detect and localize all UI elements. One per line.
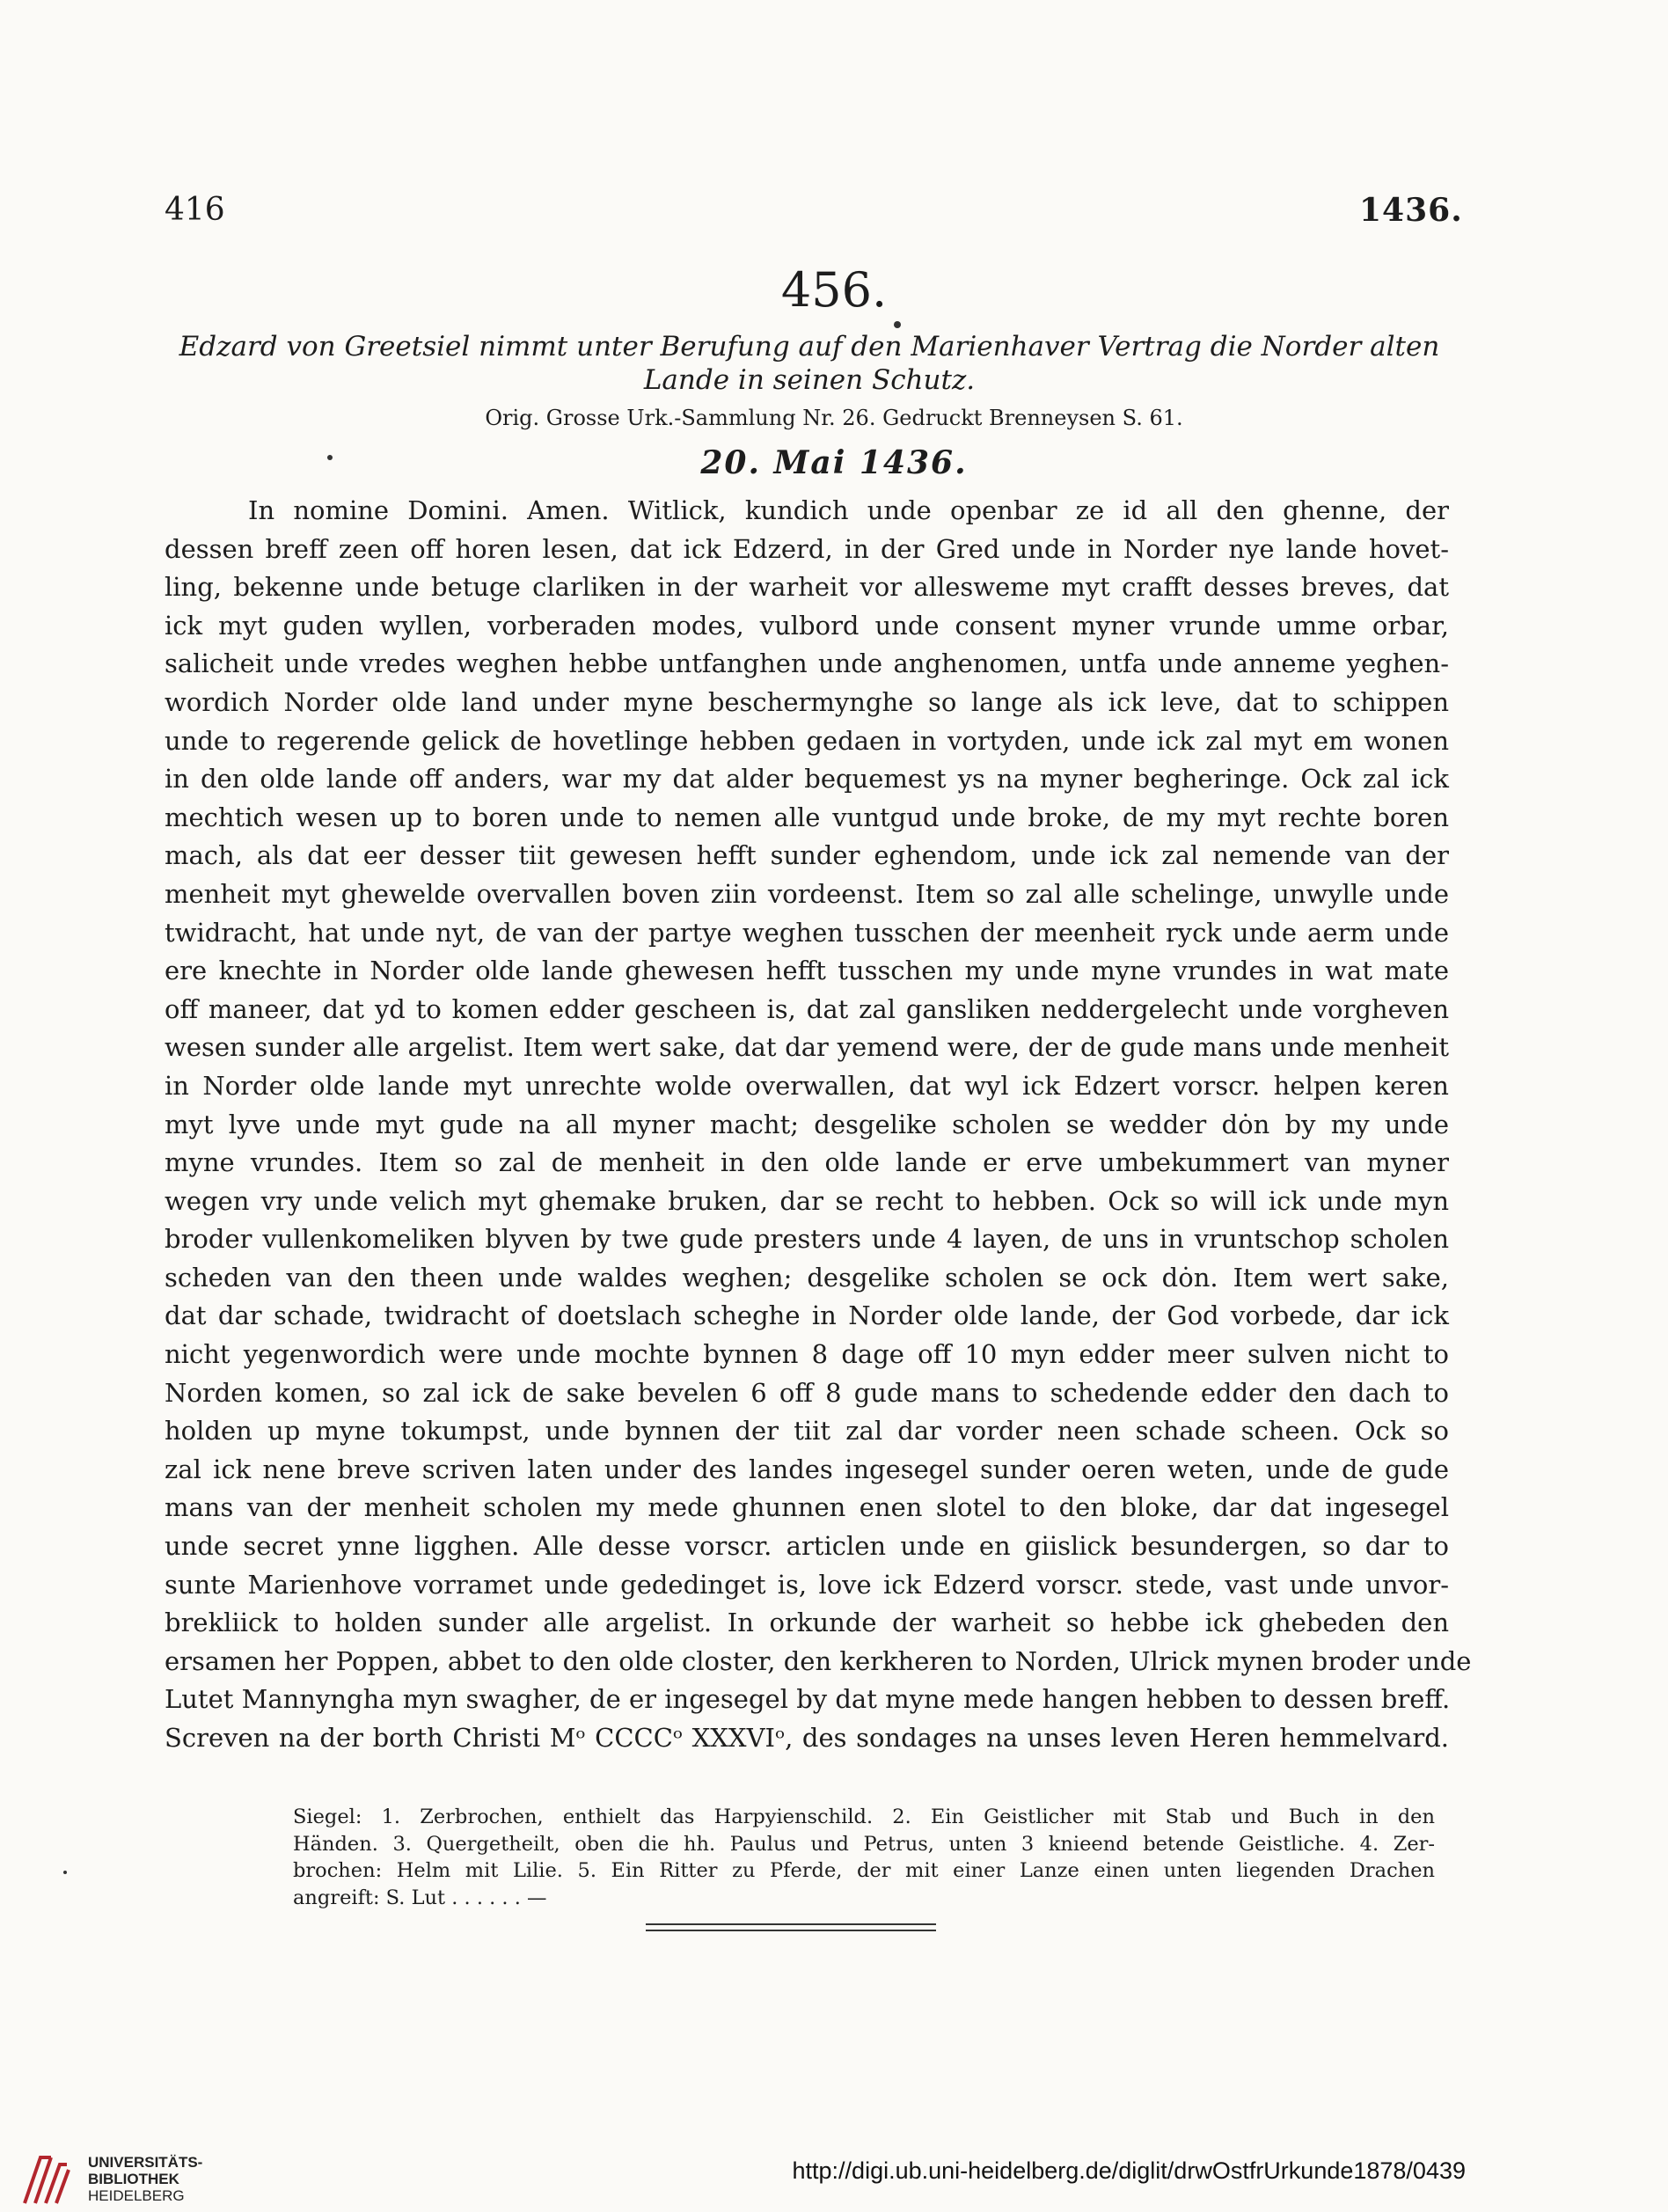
text-line: dessen breff zeen off horen lesen, dat ick Edzerd, in der Gred unde in Norder nye lande hovet- <box>165 533 1449 564</box>
text-line: wegen vry unde velich myt ghemake bruken, dar se recht to hebben. Ock so will ick unde myn <box>165 1185 1449 1216</box>
text-line: broder vullenkomeliken blyven by twe gude presters unde 4 layen, de uns in vruntschop scholen <box>165 1224 1449 1255</box>
library-logo-icon <box>16 2152 77 2205</box>
note-line: angreift: S. Lut . . . . . . — <box>293 1886 547 1909</box>
text-line: wordich Norder olde land under myne beschermynghe so lange als ick leve, dat to schippen <box>165 686 1449 717</box>
text-line: twidracht, hat unde nyt, de van der partye weghen tusschen der meenheit ryck unde aerm unde <box>165 917 1449 948</box>
note-line: Siegel: 1. Zerbrochen, enthielt das Harpyienschild. 2. Ein Geistlicher mit Stab und Buch in den <box>293 1805 1435 1828</box>
text-line: in den olde lande off anders, war my dat alder bequemest ys na myner begheringe. Ock zal ick <box>165 764 1449 795</box>
text-line: Screven na der borth Christi Mᵒ CCCCᵒ XXXVIᵒ, des sondages na unses leven Heren hemmelvard. <box>165 1723 1449 1753</box>
text-line: ere knechte in Norder olde lande ghewesen hefft tusschen my unde myne vrundes in wat mate <box>165 956 1449 986</box>
document-title: Edzard von Greetsiel nimmt unter Berufung auf den Marienhaver Vertrag die Norder alten Lande in seinen Schutz. <box>179 331 1440 396</box>
note-line: brochen: Helm mit Lilie. 5. Ein Ritter zu Pferde, der mit einer Lanze einen unten liegenden Drachen <box>293 1859 1435 1882</box>
text-line: sunte Marienhove vorramet unde gededinget is, love ick Edzerd vorscr. stede, vast unde unvor- <box>165 1569 1449 1600</box>
library-footer <box>0 2138 1668 2212</box>
source-url-link[interactable]: http://digi.ub.uni-heidelberg.de/diglit/drwOstfrUrkunde1878/0439 <box>792 2157 1466 2184</box>
ink-speck <box>63 1871 67 1874</box>
text-line: salicheit unde vredes weghen hebbe untfanghen unde anghenomen, untfa unde anneme yeghen- <box>165 648 1449 679</box>
text-line: ersamen her Poppen, abbet to den olde closter, den kerkheren to Norden, Ulrick mynen broder unde <box>165 1645 1472 1676</box>
text-line: ick myt guden wyllen, vorberaden modes, vulbord unde consent myner vrunde umme orbar, <box>165 610 1449 641</box>
seal-notes <box>293 1804 1435 1911</box>
text-line: wesen sunder alle argelist. Item wert sake, dat dar yemend were, der de gude mans unde menheit <box>165 1032 1449 1063</box>
text-line: unde secret ynne ligghen. Alle desse vorscr. articlen unde en giislick besundergen, so dar to <box>165 1531 1449 1562</box>
text-line: brekliick to holden sunder alle argelist. In orkunde der warheit so hebbe ick ghebeden den <box>165 1608 1449 1638</box>
text-line: menheit myt ghewelde overvallen boven ziin vordeenst. Item so zal alle schelinge, unwylle unde <box>165 878 1449 909</box>
end-rule <box>646 1923 936 1931</box>
text-line: dat dar schade, twidracht of doetslach scheghe in Norder olde lande, der God vorbede, dar ick <box>165 1300 1449 1331</box>
document-number: 456. <box>780 262 888 318</box>
library-name-line: HEIDELBERG <box>88 2187 185 2204</box>
text-line: Lutet Mannyngha myn swagher, de er ingesegel by dat myne mede hangen hebben to dessen breff. <box>165 1684 1451 1715</box>
page-number: 416 <box>165 192 225 228</box>
text-line: unde to regerende gelick de hovetlinge hebben gedaen in vortyden, unde ick zal myt em wonen <box>165 725 1449 756</box>
text-line: myt lyve unde myt gude na all myner macht; desgelike scholen se wedder dȯn by my unde <box>165 1109 1449 1139</box>
text-line: mans van der menheit scholen my mede ghunnen enen slotel to den bloke, dar dat ingesegel <box>165 1492 1449 1523</box>
library-name-line: BIBLIOTHEK <box>88 2171 179 2187</box>
text-line: scheden van den theen unde waldes weghen; desgelike scholen se ock dȯn. Item wert sake, <box>165 1262 1449 1293</box>
text-line: In nomine Domini. Amen. Witlick, kundich unde openbar ze id all den ghenne, der <box>248 495 1449 525</box>
charter-text <box>165 492 1472 1758</box>
text-line: myne vrundes. Item so zal de menheit in den olde lande er erve umbekummert van myner <box>165 1147 1449 1178</box>
document-date: 20. Mai 1436. <box>700 444 968 481</box>
library-name-line: UNIVERSITÄTS- <box>88 2154 203 2171</box>
text-line: nicht yegenwordich were unde mochte bynnen 8 dage off 10 myn edder meer sulven nicht to <box>165 1339 1449 1370</box>
note-line: Händen. 3. Quergetheilt, oben die hh. Paulus und Petrus, unten 3 knieend betende Geistliche. 4. Zer- <box>293 1832 1435 1856</box>
text-line: ling, bekenne unde betuge clarliken in der warheit vor allesweme myt crafft desses breves, dat <box>165 572 1449 603</box>
text-line: off maneer, dat yd to komen edder gescheen is, dat zal gansliken neddergelecht unde vorgheven <box>165 993 1449 1024</box>
source-reference: Orig. Grosse Urk.-Sammlung Nr. 26. Gedruckt Brenneysen S. 61. <box>485 406 1183 430</box>
text-line: holden up myne tokumpst, unde bynnen der tiit zal dar vorder neen schade scheen. Ock so <box>165 1416 1449 1447</box>
running-header-year: 1436. <box>1359 192 1463 229</box>
text-line: zal ick nene breve scriven laten under des landes ingesegel sunder oeren weten, unde de gude <box>165 1454 1449 1484</box>
library-name <box>88 2154 202 2204</box>
text-line: mechtich wesen up to boren unde to nemen alle vuntgud unde broke, de my myt rechte boren <box>165 802 1449 832</box>
text-line: in Norder olde lande myt unrechte wolde overwallen, dat wyl ick Edzert vorscr. helpen keren <box>165 1070 1449 1101</box>
ink-speck <box>894 321 901 328</box>
text-line: mach, als dat eer desser tiit gewesen hefft sunder eghendom, unde ick zal nemende van der <box>165 840 1449 871</box>
text-line: Norden komen, so zal ick de sake bevelen 6 off 8 gude mans to schedende edder den dach to <box>165 1377 1449 1408</box>
ink-speck <box>327 455 333 460</box>
